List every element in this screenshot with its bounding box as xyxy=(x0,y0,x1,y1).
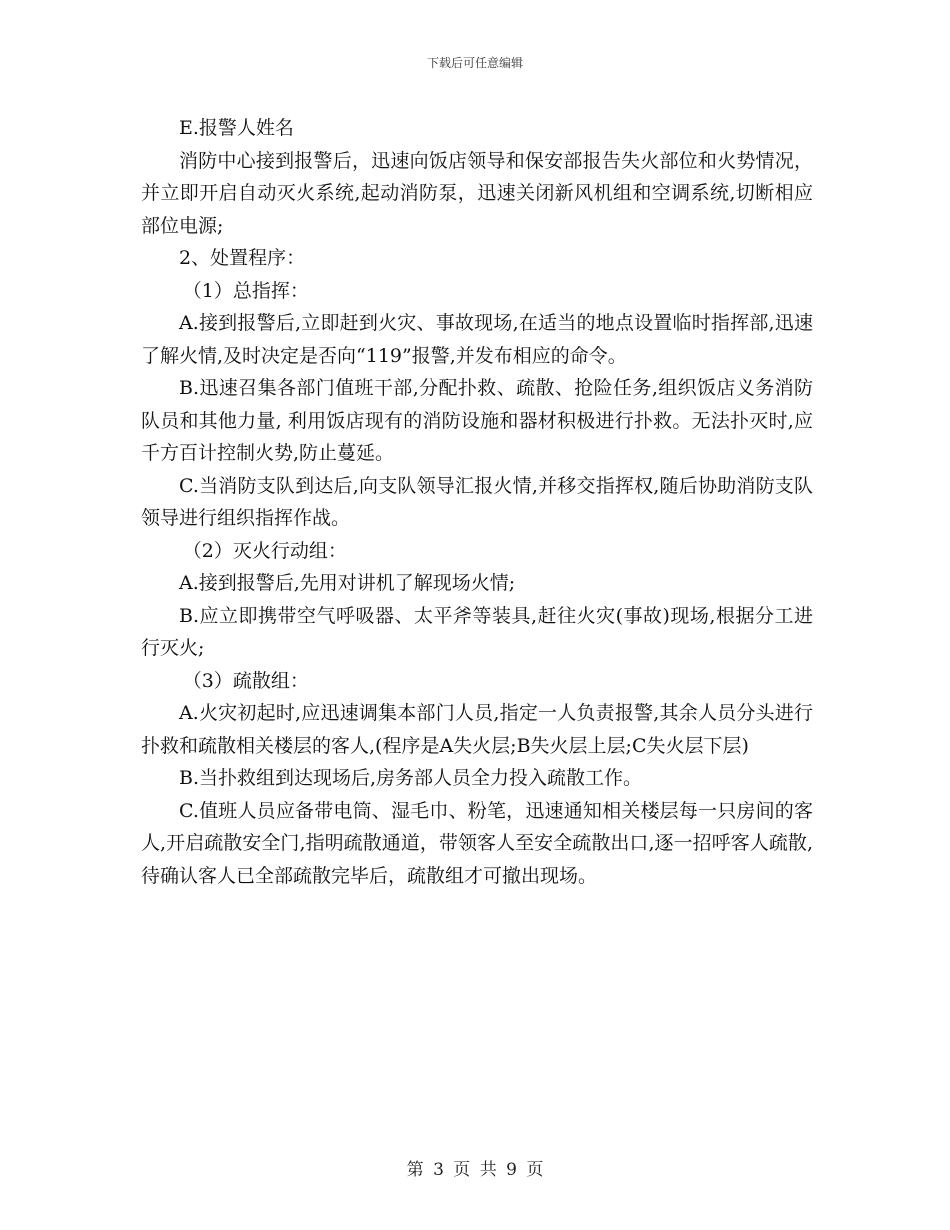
document-body xyxy=(141,112,813,892)
subheading-commander: （1）总指挥： xyxy=(182,279,309,302)
paragraph-commander-b: B.迅速召集各部门值班干部,分配扑救、疏散、抢险任务,组织饭店义务消防队员和其他力量, 利用饭店现有的消防设施和器材积极进行扑救。无法扑灭时,应千方百计控制火势,防止蔓延。 xyxy=(141,377,813,464)
paragraph-firefighting-b: B.应立即携带空气呼吸器、太平斧等装具,赶往火灾(事故)现场,根据分工进行灭火; xyxy=(141,604,813,659)
paragraph-evacuation-a: A.火灾初起时,应迅速调集本部门人员,指定一人负责报警,其余人员分头进行扑救和疏散相关楼层的客人,(程序是A失火层;B失火层上层;C失火层下层) xyxy=(141,702,813,757)
paragraph-evacuation-c: C.值班人员应备带电筒、湿毛巾、粉笔，迅速通知相关楼层每一只房间的客人,开启疏散安全门,指明疏散通道，带领客人至安全疏散出口,逐一招呼客人疏散,待确认客人已全部疏散完毕后，疏散组才可撤出现场。 xyxy=(141,799,813,887)
paragraph-commander-c: C.当消防支队到达后,向支队领导汇报火情,并移交指挥权,随后协助消防支队领导进行组织指挥作战。 xyxy=(141,474,813,529)
page-number: 第 3 页 共 9 页 xyxy=(406,1160,544,1180)
paragraph-commander-a: A.接到报警后,立即赶到火灾、事故现场,在适当的地点设置临时指挥部,迅速了解火情,及时决定是否向“119”报警,并发布相应的命令。 xyxy=(141,312,813,367)
paragraph-firefighting-a: A.接到报警后,先用对讲机了解现场火情; xyxy=(179,572,516,594)
subheading-firefighting-group: （2）灭火行动组： xyxy=(182,539,347,562)
paragraph-control-center: 消防中心接到报警后，迅速向饭店领导和保安部报告失火部位和火势情况，并立即开启自动灭火系统,起动消防泵，迅速关闭新风机组和空调系统,切断相应部位电源; xyxy=(141,149,813,237)
header-note: 下载后可任意编辑 xyxy=(426,56,523,70)
paragraph-reporter-name: E.报警人姓名 xyxy=(179,117,294,139)
subheading-evacuation-group: （3）疏散组： xyxy=(182,669,309,692)
section-heading-procedure: 2、处置程序： xyxy=(179,247,306,269)
paragraph-evacuation-b: B.当扑救组到达现场后,房务部人员全力投入疏散工作。 xyxy=(179,767,643,789)
